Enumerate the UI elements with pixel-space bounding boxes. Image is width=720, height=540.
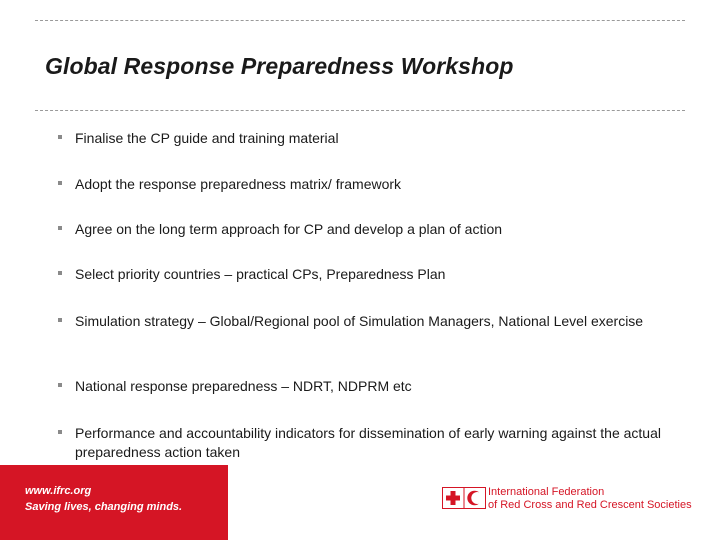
organisation-name-line-2: of Red Cross and Red Crescent Societies bbox=[488, 499, 692, 511]
slide-title: Global Response Preparedness Workshop bbox=[45, 53, 514, 79]
bullet-marker-icon bbox=[58, 383, 62, 387]
bullet-marker-icon bbox=[58, 271, 62, 275]
bullet-marker-icon bbox=[58, 181, 62, 185]
list-item-text: Select priority countries – practical CPs, Preparedness Plan bbox=[75, 266, 446, 282]
list-item-text: Simulation strategy – Global/Regional pool of Simulation Managers, National Level exercise bbox=[75, 313, 644, 329]
footer-red-panel bbox=[0, 465, 228, 540]
list-item-text: Agree on the long term approach for CP and develop a plan of action bbox=[75, 221, 503, 237]
red-cross-red-crescent-emblem-icon bbox=[442, 487, 486, 509]
bullet-marker-icon bbox=[58, 226, 62, 230]
list-item-text: Performance and accountability indicators for dissemination of early warning against the actual preparedness action taken bbox=[75, 425, 661, 460]
slogan: Saving lives, changing minds. bbox=[25, 501, 183, 513]
list-item-text: National response preparedness – NDRT, NDPRM etc bbox=[75, 378, 412, 394]
list-item-text: Finalise the CP guide and training material bbox=[75, 130, 339, 146]
footer-bar bbox=[0, 465, 720, 540]
organisation-name-line-1: International Federation bbox=[488, 486, 605, 498]
bullet-marker-icon bbox=[58, 135, 62, 139]
bullet-marker-icon bbox=[58, 430, 62, 434]
list-item-text: Adopt the response preparedness matrix/ framework bbox=[75, 176, 402, 192]
website-link[interactable]: www.ifrc.org bbox=[25, 485, 92, 497]
bullet-marker-icon bbox=[58, 318, 62, 322]
title-divider bbox=[35, 110, 685, 111]
organisation-name bbox=[488, 486, 692, 512]
top-divider bbox=[35, 20, 685, 21]
